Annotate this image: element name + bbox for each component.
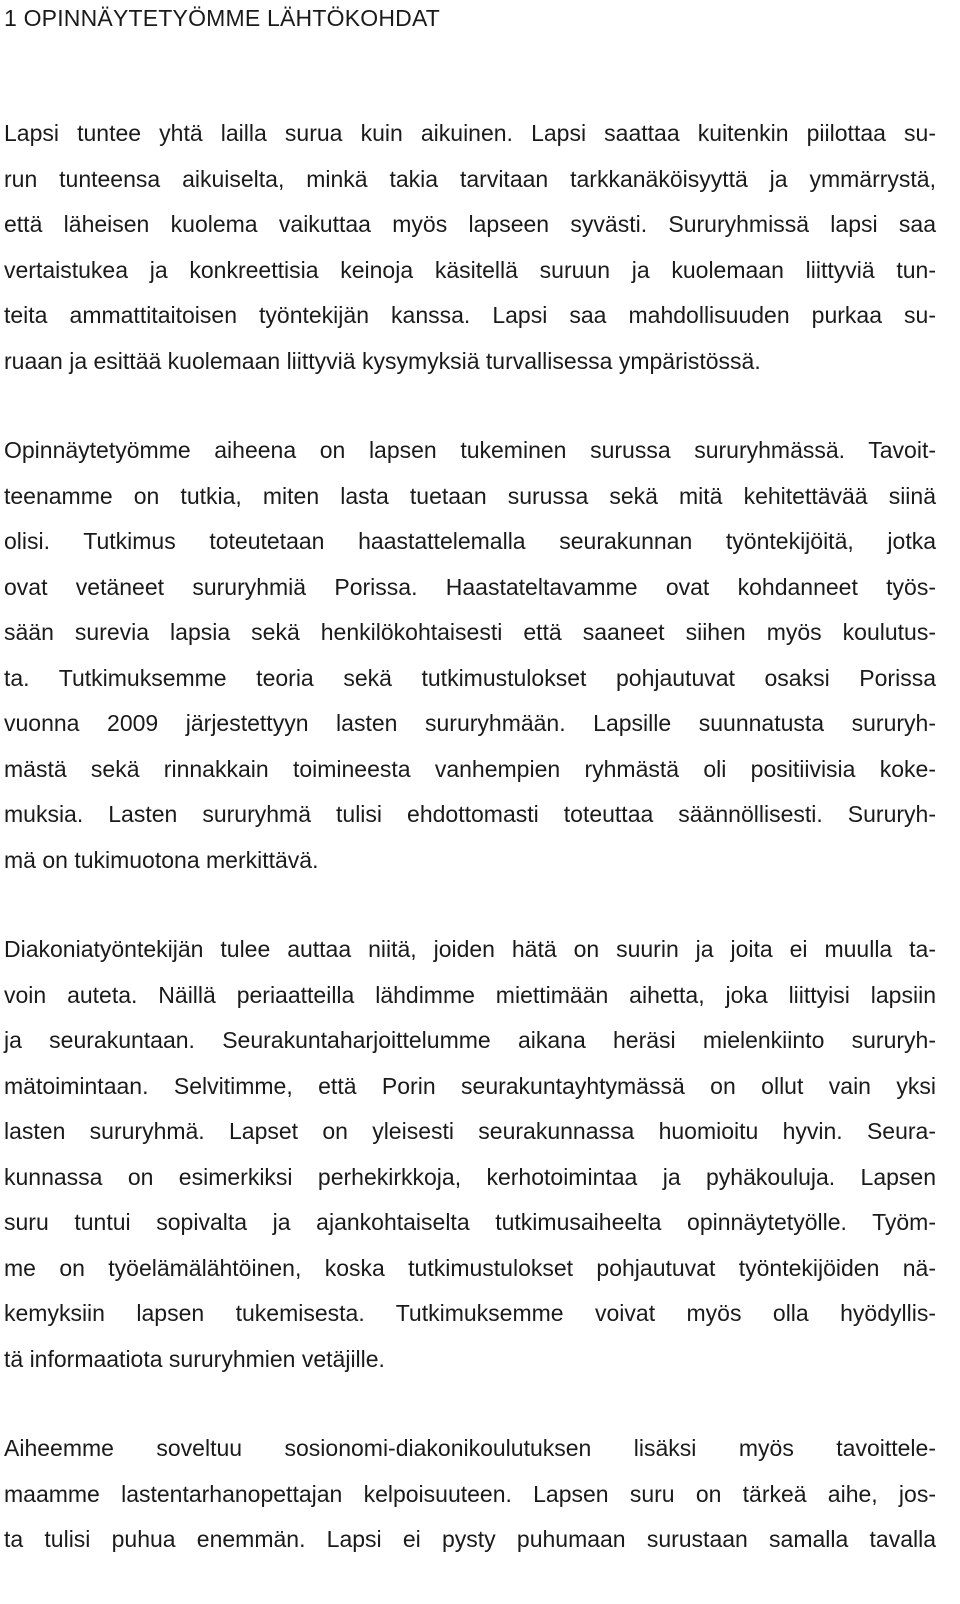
text-line: ta tulisi puhua enemmän. Lapsi ei pysty puhumaan surustaan samalla tavalla bbox=[4, 1526, 936, 1552]
text-line: ruaan ja esittää kuolemaan liittyviä kysymyksiä turvallisessa ympäristössä. bbox=[4, 347, 761, 374]
text-line: ovat vetäneet sururyhmiä Porissa. Haastateltavamme ovat kohdanneet työs- bbox=[4, 573, 936, 600]
text-line: mästä sekä rinnakkain toimineesta vanhempien ryhmästä oli positiivisia koke- bbox=[4, 755, 936, 782]
text-line: lasten sururyhmä. Lapset on yleisesti seurakunnassa huomioitu hyvin. Seura- bbox=[4, 1118, 936, 1144]
text-line: kemyksiin lapsen tukemisesta. Tutkimuksemme voivat myös olla hyödyllis- bbox=[4, 1300, 936, 1326]
text-line: suru tuntui sopivalta ja ajankohtaiselta tutkimusaiheelta opinnäytetyölle. Työm- bbox=[4, 1209, 936, 1235]
text-line: ta. Tutkimuksemme teoria sekä tutkimustulokset pohjautuvat osaksi Porissa bbox=[4, 664, 936, 691]
paragraph-3 bbox=[4, 927, 936, 1382]
text-line: kunnassa on esimerkiksi perhekirkkoja, kerhotoimintaa ja pyhäkouluja. Lapsen bbox=[4, 1163, 936, 1190]
text-line: Aiheemme soveltuu sosionomi-diakonikoulutuksen lisäksi myös tavoittele- bbox=[4, 1435, 936, 1461]
text-line: teenamme on tutkia, miten lasta tuetaan surussa sekä mitä kehitettävää siinä bbox=[4, 482, 936, 509]
text-line: mätoimintaan. Selvitimme, että Porin seurakuntayhtymässä on ollut vain yksi bbox=[4, 1072, 936, 1099]
text-line: maamme lastentarhanopettajan kelpoisuuteen. Lapsen suru on tärkeä aihe, jos- bbox=[4, 1480, 936, 1507]
document-page bbox=[4, 0, 936, 1563]
text-line: muksia. Lasten sururyhmä tulisi ehdottomasti toteuttaa säännöllisesti. Sururyh- bbox=[4, 801, 936, 827]
paragraph-4 bbox=[4, 1426, 936, 1563]
text-line: sään surevia lapsia sekä henkilökohtaisesti että saaneet siihen myös koulutus- bbox=[4, 619, 936, 645]
text-line: ja seurakuntaan. Seurakuntaharjoittelumme aikana heräsi mielenkiinto sururyh- bbox=[4, 1027, 936, 1053]
text-line: teita ammattitaitoisen työntekijän kanssa. Lapsi saa mahdollisuuden purkaa su- bbox=[4, 302, 936, 328]
text-line: me on työelämälähtöinen, koska tutkimustulokset pohjautuvat työntekijöiden nä- bbox=[4, 1254, 936, 1281]
text-line: tä informaatiota sururyhmien vetäjille. bbox=[4, 1345, 385, 1372]
text-line: Opinnäytetyömme aiheena on lapsen tukeminen surussa sururyhmässä. Tavoit- bbox=[4, 437, 936, 463]
paragraph-2 bbox=[4, 428, 936, 883]
text-line: voin auteta. Näillä periaatteilla lähdimme miettimään aihetta, joka liittyisi lapsiin bbox=[4, 981, 936, 1008]
text-line: olisi. Tutkimus toteutetaan haastattelemalla seurakunnan työntekijöitä, jotka bbox=[4, 528, 936, 554]
text-line: että läheisen kuolema vaikuttaa myös lapseen syvästi. Sururyhmissä lapsi saa bbox=[4, 211, 936, 237]
paragraph-1 bbox=[4, 111, 936, 384]
text-line: vertaistukea ja konkreettisia keinoja käsitellä suruun ja kuolemaan liittyviä tun- bbox=[4, 256, 936, 283]
text-line: Diakoniatyöntekijän tulee auttaa niitä, joiden hätä on suurin ja joita ei muulla ta- bbox=[4, 936, 936, 962]
text-line: vuonna 2009 järjestettyyn lasten sururyhmään. Lapsille suunnatusta sururyh- bbox=[4, 710, 936, 736]
text-line: run tunteensa aikuiselta, minkä takia tarvitaan tarkkanäköisyyttä ja ymmärrystä, bbox=[4, 165, 936, 192]
text-line: mä on tukimuotona merkittävä. bbox=[4, 846, 319, 873]
text-line: Lapsi tuntee yhtä lailla surua kuin aikuinen. Lapsi saattaa kuitenkin piilottaa su- bbox=[4, 120, 936, 146]
chapter-heading: 1 OPINNÄYTETYÖMME LÄHTÖKOHDAT bbox=[4, 5, 441, 31]
